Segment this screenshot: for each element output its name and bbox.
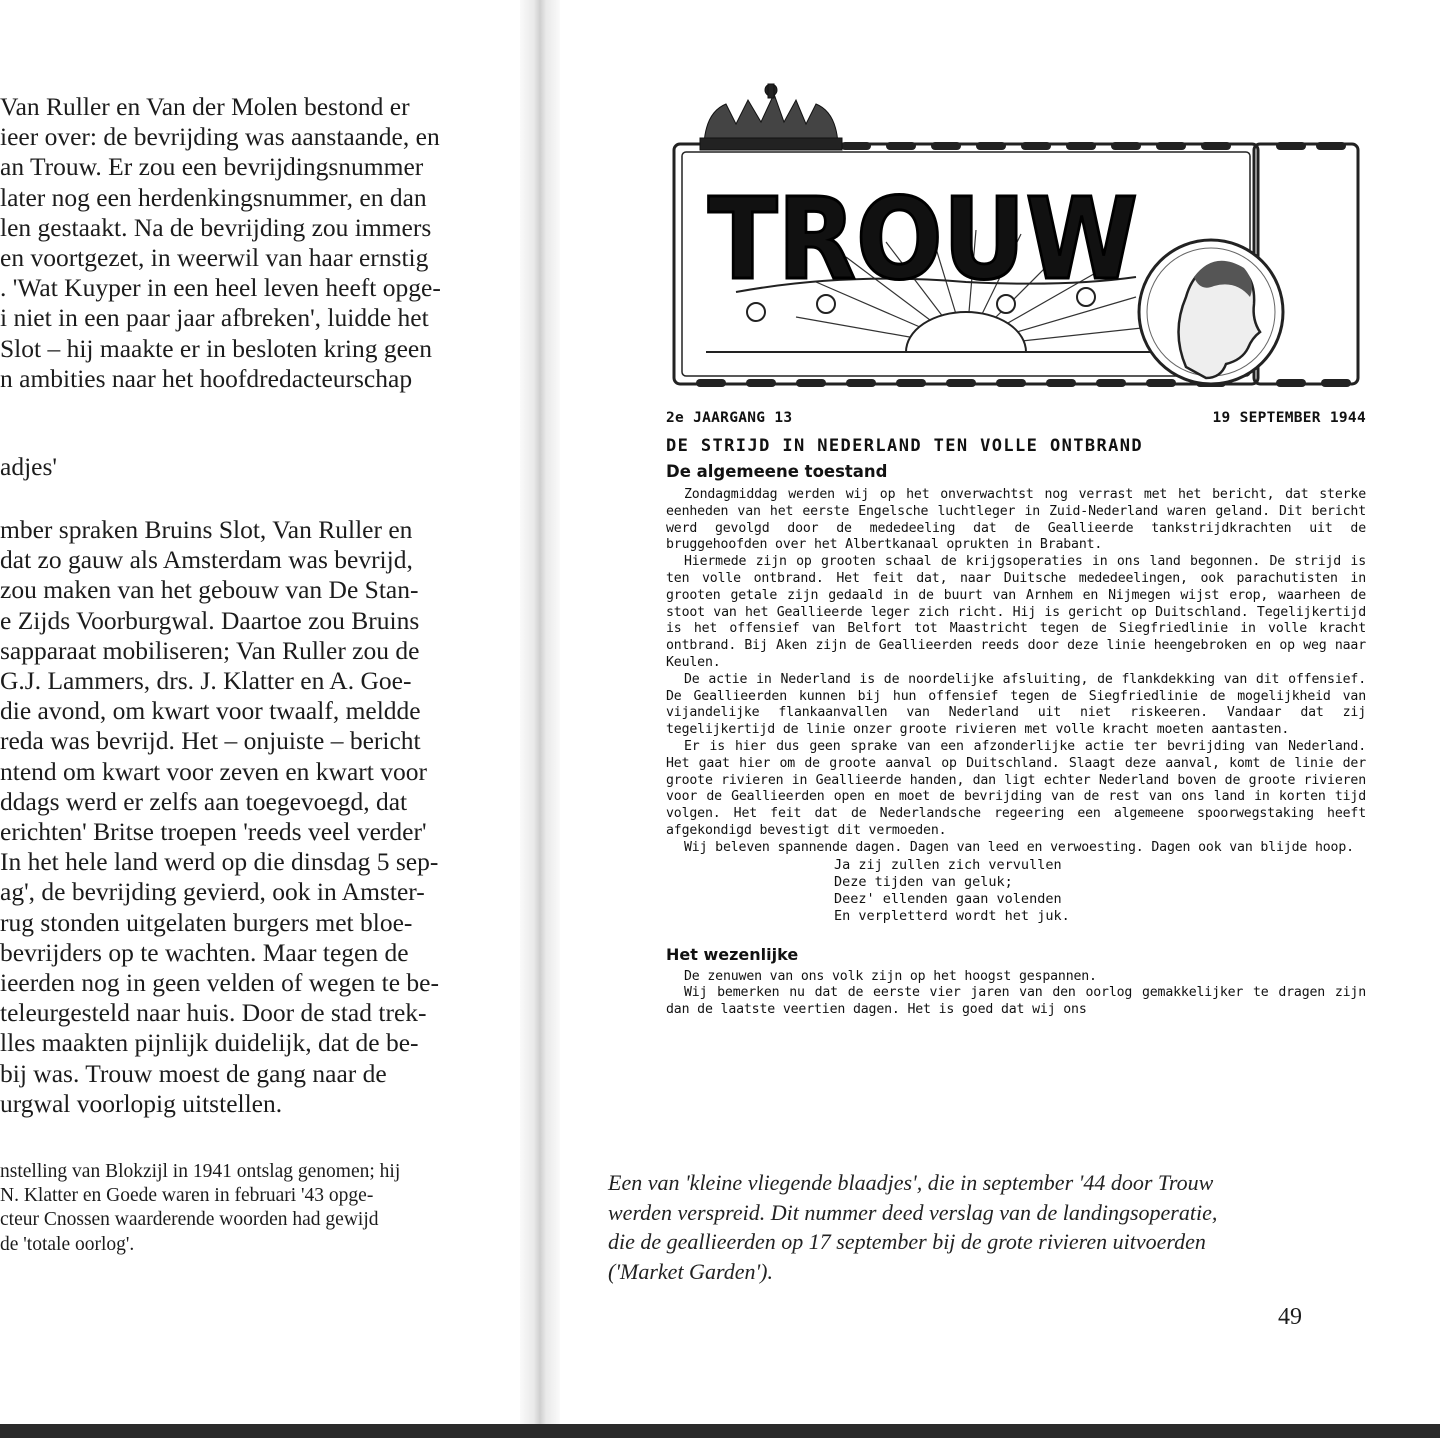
text-line: die avond, om kwart voor twaalf, meldde xyxy=(0,696,421,726)
text-line: sapparaat mobiliseren; Van Ruller zou de xyxy=(0,635,420,665)
article-paragraph: Zondagmiddag werden wij op het onverwachtst nog verrast met het bericht, dat sterke eenheden van het eerste Engelsche luchtleger in Zuid-Nederland waren geland. Dit bericht werd gevolgd door de mededeeling dat de Geallieerde tankstrijdkrachten uit de bruggehoofden over het Albertkanaal oprukten in Brabant. xyxy=(666,487,1366,553)
text-line: n ambities naar het hoofdredacteurschap xyxy=(0,363,413,393)
text-line: teleurgesteld naar huis. Door de stad trek- xyxy=(0,998,427,1028)
text-line: reda was bevrijd. Het – onjuiste – bericht xyxy=(0,726,421,756)
text-line: In het hele land werd op die dinsdag 5 sep- xyxy=(0,847,439,877)
caption-line: Een van 'kleine vliegende blaadjes', die in september '44 door Trouw xyxy=(608,1170,1214,1195)
poem-line: Deze tijden van geluk; xyxy=(834,873,1013,890)
footnote-line: cteur Cnossen waarderende woorden had gewijd xyxy=(0,1209,379,1231)
article-paragraph: Hiermede zijn op grooten schaal de krijgsoperaties in ons land begonnen. De strijd is ten volle ontbrand. Het feit dat, naar Duitsche mededeelingen, ook parachutisten in grooten getale zijn gedaald in de buurt van Arnhem en Nijmegen wijst erop, waarheen de stoot van het Geallieerde leger zich richt. Hij is gericht op Duitschland. Tegelijkertijd is het offensief van Belfort tot Maastricht tegen de Siegfriedlinie in volle kracht ontbrand. Bij Aken zijn de Geallieerden reeds door deze linie heengebroken en op weg naar Keulen. xyxy=(666,554,1366,670)
caption-line: werden verspreid. Dit nummer deed verslag van de landingsoperatie, xyxy=(608,1199,1218,1225)
left-paragraph-2 xyxy=(0,515,470,1119)
trouw-masthead xyxy=(666,82,1366,392)
poem-line: En verpletterd wordt het juk. xyxy=(834,907,1070,924)
text-line: Slot – hij maakte er in besloten kring geen xyxy=(0,333,432,363)
book-gutter xyxy=(520,0,560,1438)
figure-caption xyxy=(608,1168,1388,1286)
text-line: mber spraken Bruins Slot, Van Ruller en xyxy=(0,515,413,544)
text-line: lles maakten pijnlijk duidelijk, dat de be- xyxy=(0,1028,419,1058)
left-paragraph-1 xyxy=(0,92,470,394)
text-line: . 'Wat Kuyper in een heel leven heeft opge- xyxy=(0,273,441,303)
text-line: erichten' Britse troepen 'reeds veel verder' xyxy=(0,817,427,847)
page-bottom-edge xyxy=(0,1424,1440,1438)
portrait-medallion xyxy=(1139,240,1283,384)
article-paragraph: De actie in Nederland is de noordelijke afsluiting, de flankdekking van dit offensief. De Geallieerden kunnen bij hun offensief tegen de Siegfriedlinie de mogelijkheid van vijandelijke flankaanvallen van Nederland uit niet riskeeren. Vandaar dat zij tegelijkertijd de linie onzer groote rivieren met volle kracht moeten aantasten. xyxy=(666,671,1366,738)
article-headline: DE STRIJD IN NEDERLAND TEN VOLLE ONTBRAND xyxy=(666,436,1144,456)
section-heading: adjes' xyxy=(0,452,57,481)
right-page xyxy=(560,0,1440,1438)
text-line: ntend om kwart voor zeven en kwart voor xyxy=(0,756,427,786)
article-subheading: Het wezenlijke xyxy=(666,944,799,964)
text-line: i niet in een paar jaar afbreken', luidde het xyxy=(0,303,429,333)
article-body xyxy=(666,487,1366,857)
text-line: e Zijds Voorburgwal. Daartoe zou Bruins xyxy=(0,605,420,635)
text-line: an Trouw. Er zou een bevrijdingsnummer xyxy=(0,152,424,182)
caption-line: ('Market Garden'). xyxy=(608,1258,773,1284)
text-line: rug stonden uitgelaten burgers met bloe- xyxy=(0,907,413,937)
text-line: later nog een herdenkingsnummer, en dan xyxy=(0,182,427,212)
article-paragraph: Er is hier dus geen sprake van een afzonderlijke actie ter bevrijding van Nederland. Het gaat hier om de groote aanval op Duitschland. Slaagt deze aanval, komt de linie der groote rivieren in Geallieerde handen, dan ligt echter Nederland boven de groote rivieren voor de Geallieerden open en moet de bevrijding van de rest van ons land in korten tijd volgen. Het feit dat de Nederlandsche regeering een algemeene spoorwegstaking heeft afgekondigd bevestigt dit vermoeden. xyxy=(666,738,1366,838)
newspaper-article xyxy=(666,410,1366,1019)
left-page xyxy=(0,0,520,1438)
text-line: G.J. Lammers, drs. J. Klatter en A. Goe- xyxy=(0,666,412,696)
poem xyxy=(834,857,1366,925)
caption-line: die de geallieerden op 17 september bij de grote rivieren uitvoerden xyxy=(608,1229,1206,1254)
issue-info xyxy=(666,410,1366,426)
text-line: ieer over: de bevrijding was aanstaande, en xyxy=(0,122,440,152)
footnote xyxy=(0,1160,470,1257)
page-number: 49 xyxy=(1278,1304,1302,1330)
issue-date: 19 SEPTEMBER 1944 xyxy=(1212,410,1366,426)
footnote-line: N. Klatter en Goede waren in februari '43 opge- xyxy=(0,1185,374,1207)
text-line: bij was. Trouw moest de gang naar de xyxy=(0,1058,387,1088)
footnote-line: de 'totale oorlog'. xyxy=(0,1233,135,1255)
article-paragraph: Wij bemerken nu dat de eerste vier jaren van den oorlog gemakkelijker te dragen zijn dan de laatste veertien dagen. Het is goed dat wij ons xyxy=(666,985,1366,1018)
footnote-line: nstelling van Blokzijl in 1941 ontslag genomen; hij xyxy=(0,1161,401,1182)
text-line: len gestaakt. Na de bevrijding zou immers xyxy=(0,212,432,242)
text-line: dat zo gauw als Amsterdam was bevrijd, xyxy=(0,545,413,575)
article-body xyxy=(666,969,1366,1019)
poem-line: Ja zij zullen zich vervullen xyxy=(834,856,1062,873)
text-line: ieerden nog in geen velden of wegen te be- xyxy=(0,968,439,998)
text-line: zou maken van het gebouw van De Stan- xyxy=(0,575,419,605)
masthead-title: TROUW xyxy=(708,175,1138,305)
article-paragraph: De zenuwen van ons volk zijn op het hoogst gespannen. xyxy=(684,968,1097,984)
poem-line: Deez' ellenden gaan volenden xyxy=(834,890,1062,907)
text-line: bevrijders op te wachten. Maar tegen de xyxy=(0,937,409,967)
issue-number: 2e JAARGANG 13 xyxy=(666,410,793,426)
text-line: Van Ruller en Van der Molen bestond er xyxy=(0,92,410,121)
text-line: ddags werd er zelfs aan toegevoegd, dat xyxy=(0,786,408,816)
text-line: urgwal voorlopig uitstellen. xyxy=(0,1088,283,1118)
article-paragraph: Wij beleven spannende dagen. Dagen van leed en verwoesting. Dagen ook van blijde hoop. xyxy=(684,839,1354,855)
article-subheading: De algemeene toestand xyxy=(666,462,888,481)
text-line: ag', de bevrijding gevierd, ook in Amster- xyxy=(0,877,425,907)
text-line: en voortgezet, in weerwil van haar ernstig xyxy=(0,243,429,273)
